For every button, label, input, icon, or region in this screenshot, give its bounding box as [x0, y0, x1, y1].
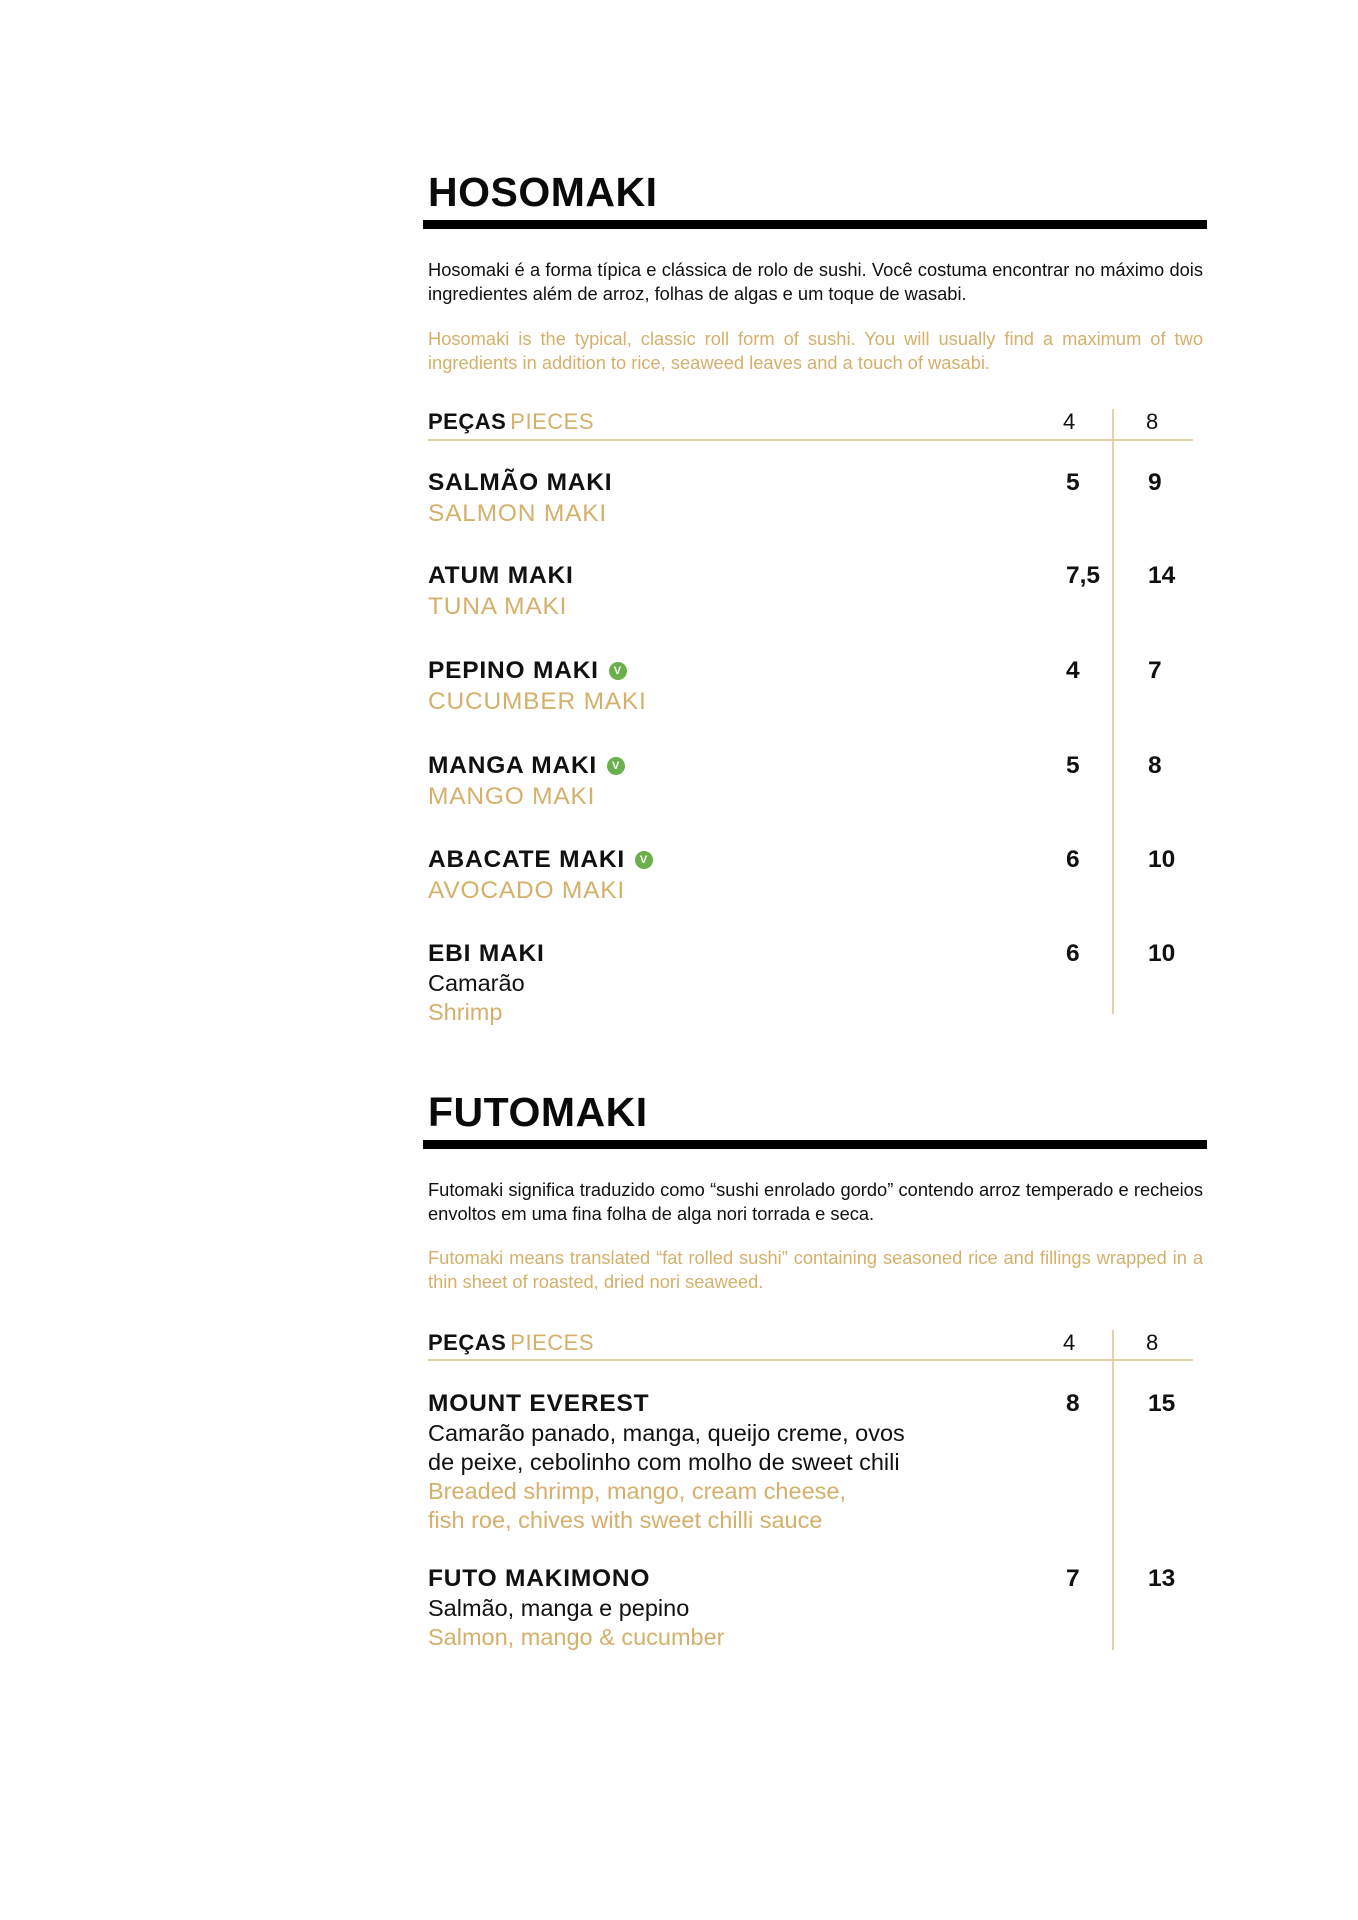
price-8: 8 — [1148, 752, 1162, 779]
menu-item — [428, 561, 1268, 623]
item-name: PEPINO MAKI — [428, 657, 599, 684]
price-4: 6 — [1066, 940, 1080, 967]
section-title: FUTOMAKI — [428, 1089, 648, 1135]
price-4: 4 — [1066, 657, 1080, 684]
section-title: HOSOMAKI — [428, 169, 658, 215]
menu-item — [428, 845, 1268, 907]
column-8-pieces: 8 — [1146, 409, 1159, 434]
item-name-en: TUNA MAKI — [428, 593, 568, 620]
header-rule — [428, 439, 1193, 441]
item-name: MANGA MAKI — [428, 752, 598, 779]
price-4: 7 — [1066, 1565, 1080, 1592]
menu-item — [428, 1389, 1268, 1535]
item-description-pt: Camarão panado, manga, queijo creme, ovos — [428, 1420, 905, 1446]
description-en: Hosomaki is the typical, classic roll form of sushi. You will usually find a maximum of two ingredients in addition to rice, seaweed leaves and a touch of wasabi. — [428, 328, 1203, 373]
item-description-en: Shrimp — [428, 999, 503, 1025]
vegan-icon: V — [607, 757, 625, 775]
price-4: 5 — [1066, 752, 1080, 779]
price-8: 13 — [1148, 1565, 1176, 1592]
item-name: ABACATE MAKI — [428, 846, 625, 873]
pieces-label-pt: PEÇAS — [428, 409, 507, 434]
item-name-en: MANGO MAKI — [428, 783, 596, 810]
title-rule — [423, 220, 1207, 229]
vegan-icon: V — [609, 662, 627, 680]
description-pt: Futomaki significa traduzido como “sushi enrolado gordo” contendo arroz temperado e recheios envoltos em uma fina folha de alga nori torrada e seca. — [428, 1179, 1203, 1224]
item-name: SALMÃO MAKI — [428, 469, 613, 496]
price-8: 10 — [1148, 940, 1176, 967]
price-8: 10 — [1148, 846, 1176, 873]
item-name: ATUM MAKI — [428, 562, 574, 589]
item-name-en: AVOCADO MAKI — [428, 877, 626, 904]
price-4: 8 — [1066, 1390, 1080, 1417]
menu-item — [428, 468, 1268, 530]
price-4: 7,5 — [1066, 562, 1101, 589]
pieces-header — [428, 1330, 594, 1356]
description-en: Futomaki means translated “fat rolled sushi” containing seasoned rice and fillings wrapped in a thin sheet of roasted, dried nori seaweed. — [428, 1247, 1203, 1292]
pieces-label-pt: PEÇAS — [428, 1330, 507, 1355]
item-description-en: Breaded shrimp, mango, cream cheese, — [428, 1478, 846, 1504]
pieces-label-en: PIECES — [510, 409, 594, 434]
price-8: 15 — [1148, 1390, 1176, 1417]
hosomaki-section — [423, 168, 1207, 1038]
price-8: 9 — [1148, 469, 1162, 496]
title-rule — [423, 1140, 1207, 1149]
column-4-pieces: 4 — [1063, 409, 1076, 434]
item-description-pt: Camarão — [428, 970, 525, 996]
menu-item — [428, 656, 1268, 718]
item-name-en: CUCUMBER MAKI — [428, 688, 647, 715]
futomaki-section — [423, 1088, 1207, 1648]
price-4: 5 — [1066, 469, 1080, 496]
description-pt: Hosomaki é a forma típica e clássica de rolo de sushi. Você costuma encontrar no máximo dois ingredientes além de arroz, folhas de algas e um toque de wasabi. — [428, 259, 1203, 304]
menu-item — [428, 939, 1268, 1027]
vegan-icon: V — [635, 851, 653, 869]
price-4: 6 — [1066, 846, 1080, 873]
pieces-label-en: PIECES — [510, 1330, 594, 1355]
item-description-pt: Salmão, manga e pepino — [428, 1595, 690, 1621]
header-rule — [428, 1359, 1193, 1361]
item-description-pt: de peixe, cebolinho com molho de sweet chili — [428, 1449, 900, 1475]
pieces-header — [428, 409, 594, 435]
menu-item — [428, 1564, 1268, 1652]
item-name: MOUNT EVEREST — [428, 1390, 650, 1417]
item-description-en: fish roe, chives with sweet chilli sauce — [428, 1507, 823, 1533]
price-8: 14 — [1148, 562, 1176, 589]
item-name-en: SALMON MAKI — [428, 500, 607, 527]
menu-item — [428, 751, 1268, 813]
column-4-pieces: 4 — [1063, 1330, 1076, 1355]
item-name: FUTO MAKIMONO — [428, 1565, 651, 1592]
item-name: EBI MAKI — [428, 940, 545, 967]
price-8: 7 — [1148, 657, 1162, 684]
item-description-en: Salmon, mango & cucumber — [428, 1624, 725, 1650]
column-8-pieces: 8 — [1146, 1330, 1159, 1355]
